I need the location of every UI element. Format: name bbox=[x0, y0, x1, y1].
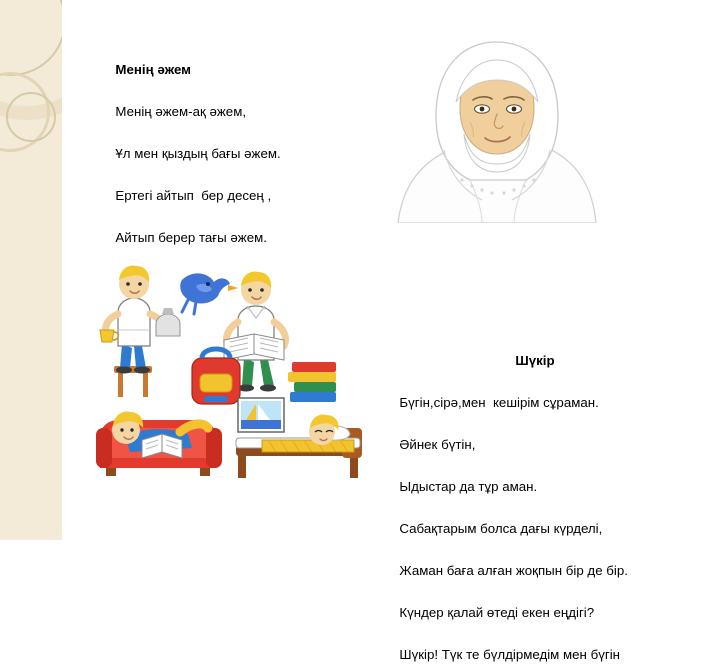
poem-line: Айтып берер тағы әжем. bbox=[115, 230, 267, 245]
poem-line: Шүкір! Түк те бүлдірмедім мен бүгін bbox=[399, 647, 621, 662]
children-clipart-drawing bbox=[96, 262, 368, 498]
poem-line: Әйнек бүтін, bbox=[399, 437, 476, 452]
poem-line: Бүгін,сірә,мен кешірім сұраман. bbox=[399, 395, 599, 410]
poem-line: Күндер қалай өтеді екен еңдігі? bbox=[399, 605, 595, 620]
poem-shukir bbox=[392, 308, 678, 665]
grandmother-photo bbox=[378, 30, 608, 223]
decorative-ring-tiny bbox=[6, 92, 56, 142]
children-illustration bbox=[96, 262, 368, 498]
poem-title: Менің әжем bbox=[115, 62, 192, 77]
poem-line: Ыдыстар да тұр аман. bbox=[399, 479, 538, 494]
poem-line: Менің әжем-ақ әжем, bbox=[115, 104, 247, 119]
boy-reading-on-sofa bbox=[96, 412, 222, 476]
poem-title: Шүкір bbox=[515, 353, 555, 368]
poem-line: Сабақтарым болса дағы күрделі, bbox=[399, 521, 603, 536]
poem-line: Жаман баға алған жоқпын бір де бір. bbox=[399, 563, 628, 578]
grandmother-portrait-drawing bbox=[378, 30, 608, 223]
poem-line: Ертегі айтып бер десең , bbox=[115, 188, 272, 203]
decorative-left-border bbox=[0, 0, 86, 540]
poem-line: Ұл мен қыздың бағы әжем. bbox=[115, 146, 281, 161]
border-inner-strip bbox=[62, 0, 86, 540]
